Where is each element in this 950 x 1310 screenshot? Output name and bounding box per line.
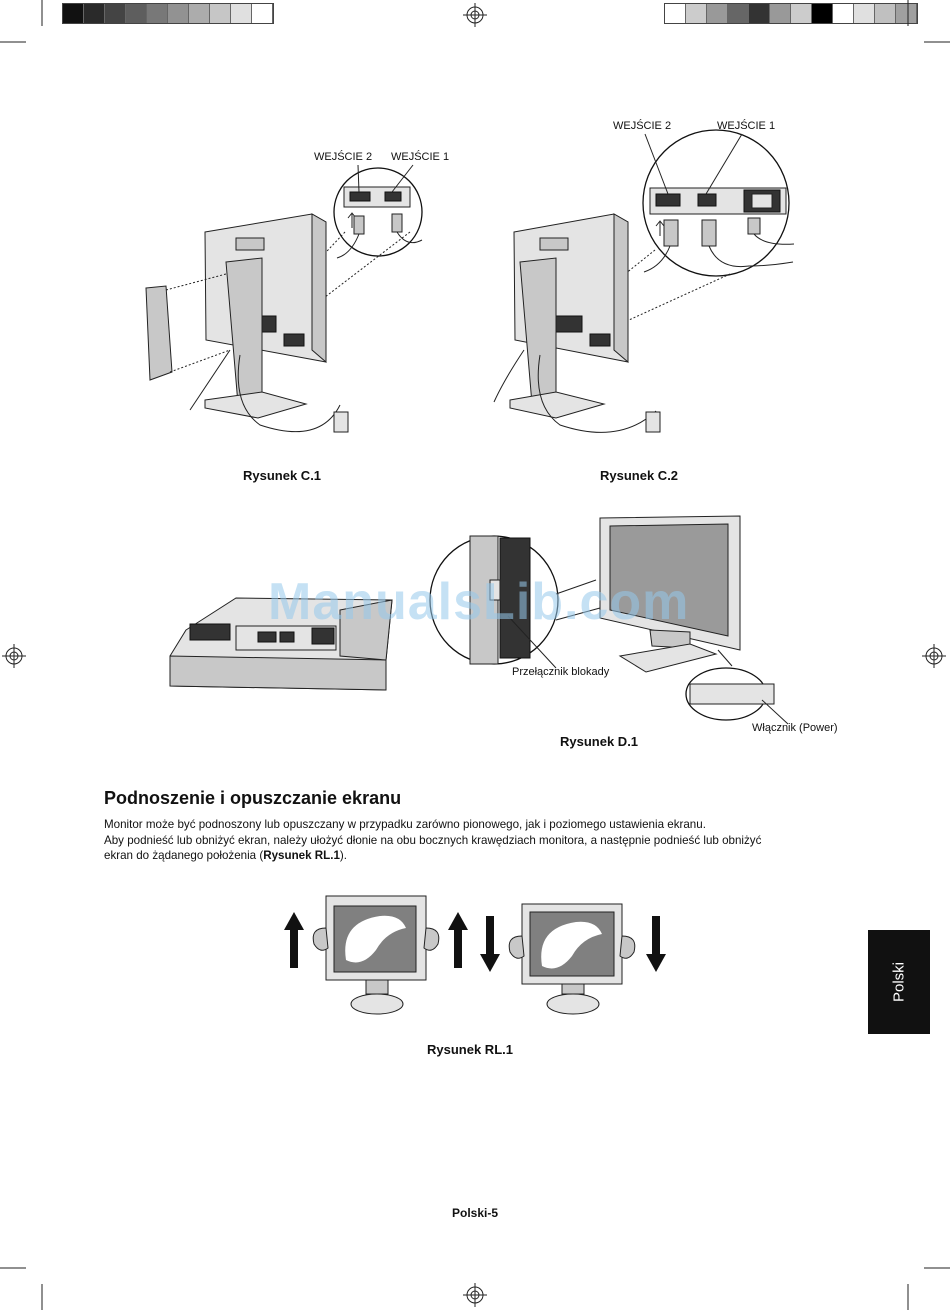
paragraph-line-2: Aby podnieść lub obniżyć ekran, należy ułożyć dłonie na obu bocznych krawędziach monitora, a następnie podnieść lub obniżyć xyxy=(104,834,762,847)
section-heading: Podnoszenie i opuszczanie ekranu xyxy=(104,788,402,808)
page-footer: Polski-5 xyxy=(451,1206,499,1220)
watermark: ManualsLib.com xyxy=(268,573,690,631)
c2-input1-label: WEJŚCIE 1 xyxy=(717,120,776,132)
arrow-down-icon-left xyxy=(480,916,500,972)
language-tab-label: Polski xyxy=(890,961,908,1003)
d1-power-switch-label: Włącznik (Power) xyxy=(752,722,838,734)
c1-input2-label: WEJŚCIE 2 xyxy=(314,151,373,163)
figure-rl1-caption: Rysunek RL.1 xyxy=(427,1042,513,1057)
figure-c1-caption: Rysunek C.1 xyxy=(243,468,322,483)
arrow-up-icon-left xyxy=(284,912,304,968)
figure-reference: Rysunek RL.1 xyxy=(263,849,340,862)
c2-input2-label: WEJŚCIE 2 xyxy=(613,120,672,132)
d1-lock-switch-label: Przełącznik blokady xyxy=(512,666,610,678)
paragraph-line-3-suffix: ). xyxy=(339,849,347,862)
c1-input1-label: WEJŚCIE 1 xyxy=(391,151,450,163)
arrow-up-icon-right xyxy=(448,912,468,968)
paragraph-line-3-prefix: ekran do żądanego położenia ( xyxy=(104,849,264,862)
paragraph-line-1: Monitor może być podnoszony lub opuszczany w przypadku zarówno pionowego, jak i poziomego ustawienia ekranu. xyxy=(104,818,706,831)
figure-c2-caption: Rysunek C.2 xyxy=(600,468,679,483)
figure-d1-caption: Rysunek D.1 xyxy=(560,734,639,749)
arrow-down-icon-right xyxy=(646,916,666,972)
language-tab xyxy=(868,930,930,1034)
